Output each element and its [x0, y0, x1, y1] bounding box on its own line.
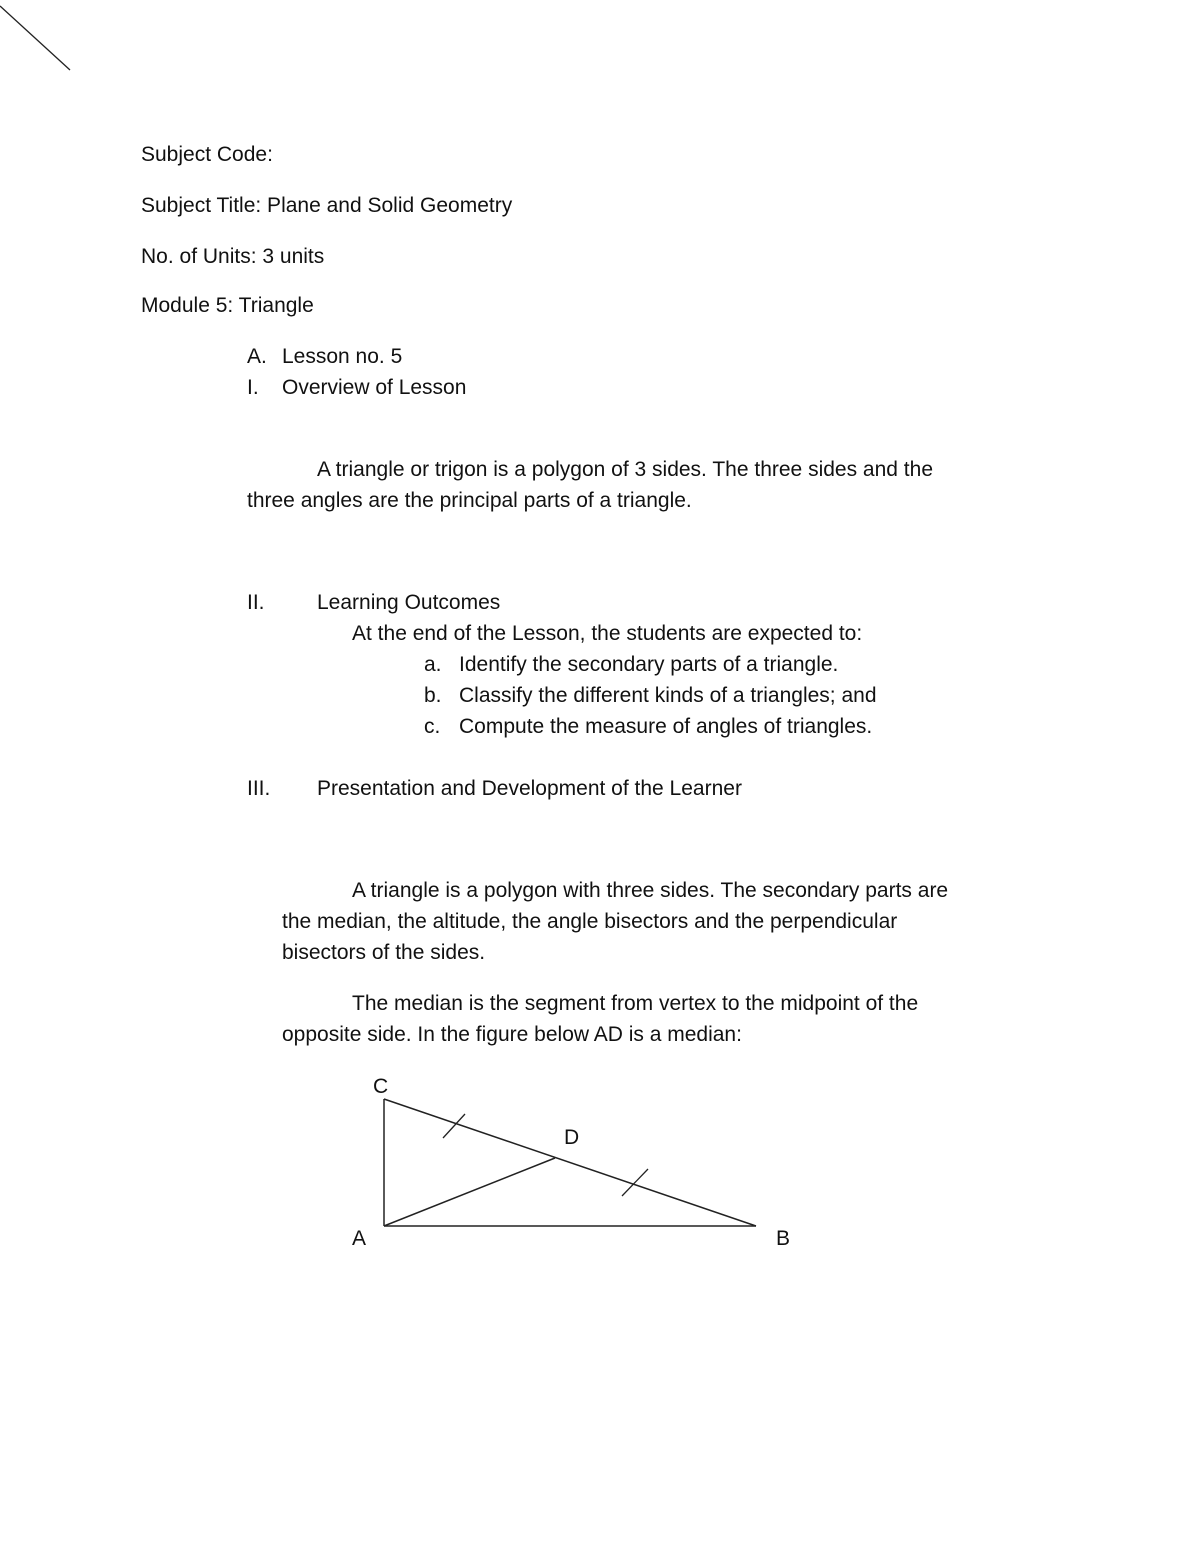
outcome-item-text: Compute the measure of angles of triangles. — [459, 715, 873, 738]
outcome-item-text: Identify the secondary parts of a triangle. — [459, 653, 839, 676]
overview-paragraph-line2: three angles are the principal parts of a triangle. — [247, 489, 692, 512]
presentation-marker: III. — [247, 777, 271, 800]
vertex-label-b: B — [776, 1227, 791, 1250]
lesson-title: Lesson no. 5 — [282, 345, 403, 368]
vertex-label-d: D — [564, 1126, 580, 1149]
outcomes-heading: Learning Outcomes — [317, 591, 501, 614]
presentation-para1-line2: the median, the altitude, the angle bisectors and the perpendicular — [282, 910, 898, 933]
presentation-heading: Presentation and Development of the Learner — [317, 777, 742, 800]
lesson-marker: A. — [247, 345, 267, 368]
presentation-para1-line1: A triangle is a polygon with three sides. The secondary parts are — [352, 879, 949, 902]
vertex-label-c: C — [373, 1075, 389, 1098]
units: No. of Units: 3 units — [141, 245, 325, 268]
overview-heading: Overview of Lesson — [282, 376, 467, 399]
presentation-para2-line1: The median is the segment from vertex to the midpoint of the — [352, 992, 919, 1015]
outcome-item-marker: c. — [424, 715, 441, 738]
outcome-item-text: Classify the different kinds of a triangles; and — [459, 684, 877, 707]
median-ad — [384, 1158, 555, 1226]
outcome-item-marker: b. — [424, 684, 442, 707]
side-cb — [384, 1099, 756, 1226]
subject-title: Subject Title: Plane and Solid Geometry — [141, 194, 513, 217]
presentation-para2-line2: opposite side. In the figure below AD is a median: — [282, 1023, 742, 1046]
module-title: Module 5: Triangle — [141, 294, 314, 317]
outcomes-marker: II. — [247, 591, 265, 614]
subject-code: Subject Code: — [141, 143, 273, 166]
presentation-para1-line3: bisectors of the sides. — [282, 941, 486, 964]
overview-paragraph-line1: A triangle or trigon is a polygon of 3 sides. The three sides and the — [317, 458, 933, 481]
outcomes-intro: At the end of the Lesson, the students are expected to: — [352, 622, 863, 645]
vertex-label-a: A — [352, 1227, 367, 1250]
tick-mark-db — [622, 1169, 648, 1196]
outcome-item-marker: a. — [424, 653, 442, 676]
overview-marker: I. — [247, 376, 259, 399]
